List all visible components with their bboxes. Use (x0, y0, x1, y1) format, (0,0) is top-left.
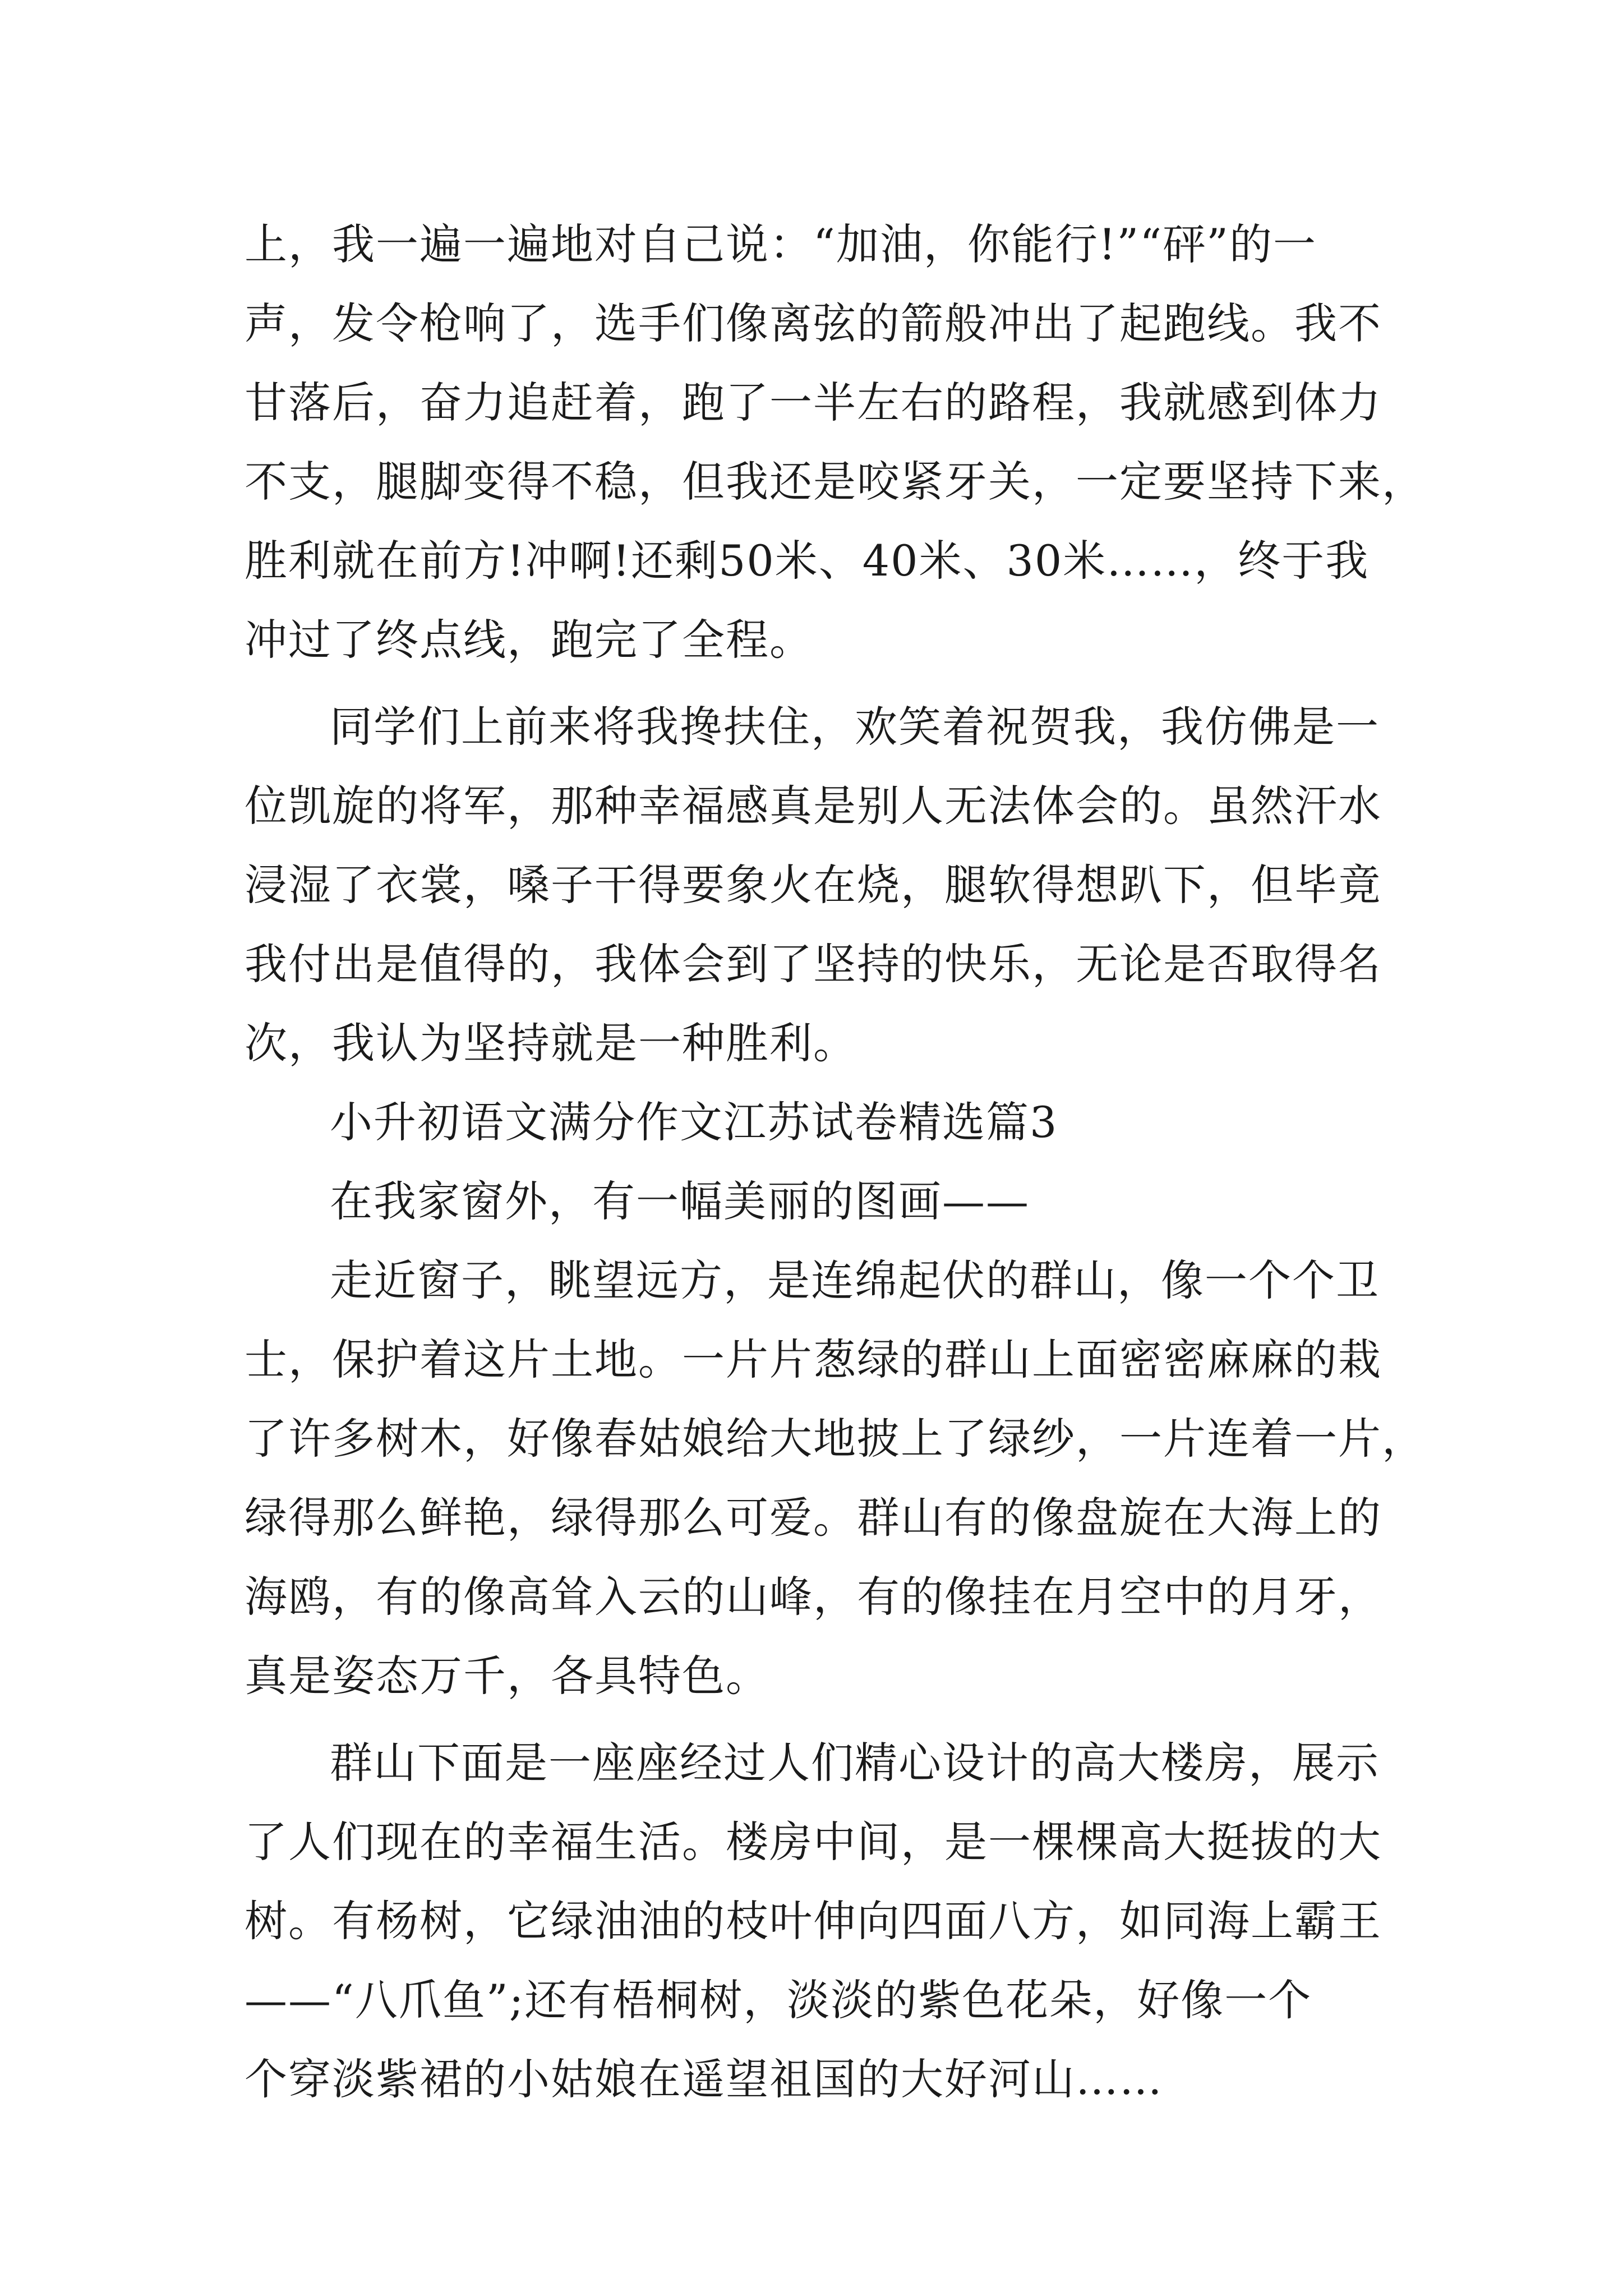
text-line: 不支，腿脚变得不稳，但我还是咬紧牙关，一定要坚持下来， (245, 457, 1426, 507)
text-line: 海鸥，有的像高耸入云的山峰，有的像挂在月空中的月牙， (245, 1572, 1382, 1622)
text-line: 士，保护着这片土地。一片片葱绿的群山上面密密麻麻的栽 (245, 1335, 1382, 1384)
essay-title: 小升初语文满分作文江苏试卷精选篇3 (330, 1097, 1058, 1147)
text-line: 绿得那么鲜艳，绿得那么可爱。群山有的像盘旋在大海上的 (245, 1493, 1382, 1543)
text-line: 声，发令枪响了，选手们像离弦的箭般冲出了起跑线。我不 (245, 298, 1382, 348)
text-line: 个穿淡紫裙的小姑娘在遥望祖国的大好河山…… (245, 2054, 1163, 2104)
text-line: 位凯旋的将军，那种幸福感真是别人无法体会的。虽然汗水 (245, 781, 1382, 831)
text-line: 同学们上前来将我搀扶住，欢笑着祝贺我，我仿佛是一 (330, 702, 1380, 752)
text-line: 真是姿态万千，各具特色。 (245, 1651, 769, 1701)
text-line: 群山下面是一座座经过人们精心设计的高大楼房，展示 (330, 1738, 1380, 1788)
paragraph-window-intro (245, 1162, 1389, 1241)
document-body (245, 205, 1426, 2119)
text-line: ——“八爪鱼”;还有梧桐树，淡淡的紫色花朵，好像一个 (245, 1975, 1312, 2025)
text-line: 甘落后，奋力追赶着，跑了一半左右的路程，我就感到体力 (245, 378, 1382, 427)
text-line: 在我家窗外，有一幅美丽的图画—— (330, 1176, 1030, 1226)
text-line: 走近窗子，眺望远方，是连绵起伏的群山，像一个个卫 (330, 1255, 1380, 1305)
paragraph-classmates-support (245, 687, 1389, 1083)
text-line: 次，我认为坚持就是一种胜利。 (245, 1018, 857, 1068)
essay-heading (245, 1083, 1389, 1162)
text-line: 上，我一遍一遍地对自己说：“加油，你能行!”“砰”的一 (245, 219, 1317, 269)
text-line: 冲过了终点线，跑完了全程。 (245, 615, 813, 665)
paragraph-buildings-trees (245, 1723, 1389, 2119)
text-line: 树。有杨树，它绿油油的枝叶伸向四面八方，如同海上霸王 (245, 1896, 1382, 1946)
text-line: 浸湿了衣裳，嗓子干得要象火在烧，腿软得想趴下，但毕竟 (245, 860, 1382, 910)
text-line: 我付出是值得的，我体会到了坚持的快乐，无论是否取得名 (245, 939, 1382, 989)
text-line: 了人们现在的幸福生活。楼房中间，是一棵棵高大挺拔的大 (245, 1817, 1382, 1867)
paragraph-mountains (245, 1241, 1426, 1715)
paragraph-race-finish (245, 205, 1426, 679)
text-line: 胜利就在前方!冲啊!还剩50米、40米、30米……，终于我 (245, 536, 1370, 586)
text-line: 了许多树木，好像春姑娘给大地披上了绿纱，一片连着一片， (245, 1414, 1426, 1464)
